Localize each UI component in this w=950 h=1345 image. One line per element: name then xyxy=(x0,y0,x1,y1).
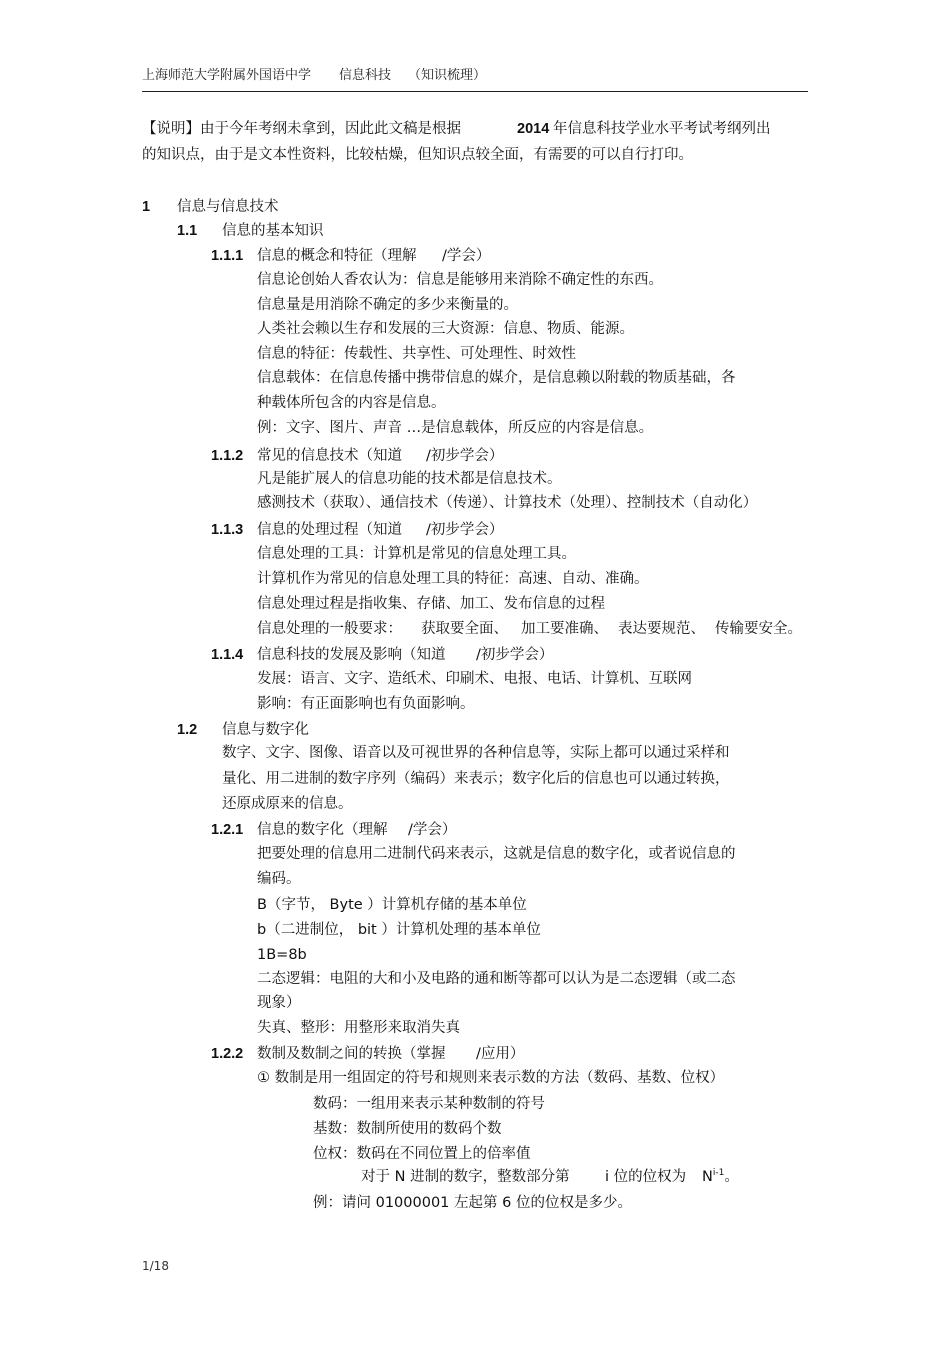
formula-exponent: i-1 xyxy=(712,1168,725,1178)
paragraph-line: B（字节， Byte ）计算机存储的基本单位 xyxy=(257,897,527,913)
paragraph-line: 1B=8b xyxy=(257,947,307,963)
paragraph-line: 信息量是用消除不确定的多少来衡量的。 xyxy=(257,297,518,313)
intro-line1-b: 年信息科技学业水平考试考纲列出 xyxy=(553,121,771,137)
numbered-point: ① 数制是用一组固定的符号和规则来表示数的方法（数码、基数、位权） xyxy=(257,1070,725,1086)
place-value-rule: 对于 N 进制的数字，整数部分第 xyxy=(361,1169,570,1185)
paragraph-line: 把要处理的信息用二进制代码来表示，这就是信息的数字化，或者说信息的 xyxy=(257,846,736,862)
formula-base: N xyxy=(702,1169,713,1185)
section-1-1-3-title: 信息的处理过程（知道 xyxy=(257,522,402,538)
header-note: （知识梳理） xyxy=(408,68,487,83)
header-school: 上海师范大学附属外国语中学 xyxy=(142,68,312,83)
section-1-1-4-title: 信息科技的发展及影响（知道 xyxy=(257,647,446,663)
paragraph-line: 二态逻辑：电阻的大和小及电路的通和断等都可以认为是二态逻辑（或二态 xyxy=(257,971,736,987)
section-1-2-1-title-suffix: /学会） xyxy=(408,822,457,838)
section-1-2-title: 信息与数字化 xyxy=(222,722,309,738)
paragraph-line: 现象） xyxy=(257,995,301,1011)
definition-line: 位权：数码在不同位置上的倍率值 xyxy=(313,1146,531,1162)
paragraph-line: 信息载体：在信息传播中携带信息的媒介，是信息赖以附载的物质基础，各 xyxy=(257,370,736,386)
page-number: 1/18 xyxy=(142,1259,169,1273)
section-1-1-3-title-suffix: /初步学会） xyxy=(426,522,504,538)
section-1-1-3-number: 1.1.3 xyxy=(211,522,244,538)
paragraph-line: 计算机作为常见的信息处理工具的特征：高速、自动、准确。 xyxy=(257,571,649,587)
header-rule xyxy=(142,91,808,92)
definition-line: 数码：一组用来表示某种数制的符号 xyxy=(313,1096,545,1112)
place-value-rule-b: i 位的位权为 xyxy=(605,1169,687,1185)
intro-line1-a: 【说明】由于今年考纲未拿到，因此此文稿是根据 xyxy=(142,121,461,137)
requirements-label: 信息处理的一般要求： xyxy=(257,621,402,637)
requirement-item: 传输要安全。 xyxy=(715,621,802,637)
section-1-1-number: 1.1 xyxy=(177,223,198,239)
paragraph-line: 影响：有正面影响也有负面影响。 xyxy=(257,696,475,712)
section-1-2-1-title: 信息的数字化（理解 xyxy=(257,822,388,838)
paragraph-line: 信息的特征：传载性、共享性、可处理性、时效性 xyxy=(257,346,576,362)
paragraph-line: 人类社会赖以生存和发展的三大资源：信息、物质、能源。 xyxy=(257,321,634,337)
place-value-formula xyxy=(702,1168,739,1186)
section-1-1-1-number: 1.1.1 xyxy=(211,248,244,264)
section-1-title: 信息与信息技术 xyxy=(177,199,279,215)
section-1-1-1-title: 信息的概念和特征（理解 xyxy=(257,248,417,264)
paragraph-line: 感测技术（获取）、通信技术（传递）、计算技术（处理）、控制技术（自动化） xyxy=(257,495,758,511)
requirement-item: 表达要规范、 xyxy=(618,621,705,637)
paragraph-line: 信息论创始人香农认为：信息是能够用来消除不确定性的东西。 xyxy=(257,272,663,288)
formula-end: 。 xyxy=(724,1169,739,1185)
example-line: 例：请问 01000001 左起第 6 位的位权是多少。 xyxy=(313,1195,632,1211)
intro-line2: 的知识点，由于是文本性资料，比较枯燥，但知识点较全面，有需要的可以自行打印。 xyxy=(142,147,693,163)
definition-line: 基数：数制所使用的数码个数 xyxy=(313,1121,502,1137)
section-1-number: 1 xyxy=(142,199,151,215)
section-1-2-2-number: 1.2.2 xyxy=(211,1046,244,1062)
paragraph-line: b（二进制位， bit ）计算机处理的基本单位 xyxy=(257,922,541,938)
paragraph-line: 例：文字、图片、声音 …是信息载体，所反应的内容是信息。 xyxy=(257,420,654,436)
paragraph-line: 种载体所包含的内容是信息。 xyxy=(257,395,446,411)
paragraph-line: 量化、用二进制的数字序列（编码）来表示；数字化后的信息也可以通过转换， xyxy=(222,771,730,787)
section-1-1-1-title-suffix: /学会） xyxy=(442,248,491,264)
paragraph-line: 编码。 xyxy=(257,871,301,887)
intro-line1-year: 2014 xyxy=(517,121,550,137)
requirement-item: 获取要全面、 xyxy=(421,621,508,637)
section-1-2-number: 1.2 xyxy=(177,722,198,738)
paragraph-line: 信息处理过程是指收集、存储、加工、发布信息的过程 xyxy=(257,596,605,612)
section-1-2-1-number: 1.2.1 xyxy=(211,822,244,838)
section-1-1-title: 信息的基本知识 xyxy=(222,223,324,239)
header-subject: 信息科技 xyxy=(339,68,392,83)
paragraph-line: 失真、整形：用整形来取消失真 xyxy=(257,1020,460,1036)
paragraph-line: 数字、文字、图像、语音以及可视世界的各种信息等，实际上都可以通过采样和 xyxy=(222,745,730,761)
paragraph-line: 凡是能扩展人的信息功能的技术都是信息技术。 xyxy=(257,471,562,487)
section-1-1-4-number: 1.1.4 xyxy=(211,647,244,663)
paragraph-line: 信息处理的工具：计算机是常见的信息处理工具。 xyxy=(257,546,576,562)
section-1-1-2-title: 常见的信息技术（知道 xyxy=(257,448,402,464)
paragraph-line: 发展：语言、文字、造纸术、印刷术、电报、电话、计算机、互联网 xyxy=(257,671,692,687)
section-1-2-2-title-suffix: /应用） xyxy=(476,1046,525,1062)
paragraph-line: 还原成原来的信息。 xyxy=(222,796,353,812)
section-1-2-2-title: 数制及数制之间的转换（掌握 xyxy=(257,1046,446,1062)
section-1-1-2-title-suffix: /初步学会） xyxy=(426,448,504,464)
section-1-1-2-number: 1.1.2 xyxy=(211,448,244,464)
section-1-1-4-title-suffix: /初步学会） xyxy=(476,647,554,663)
requirement-item: 加工要准确、 xyxy=(521,621,608,637)
